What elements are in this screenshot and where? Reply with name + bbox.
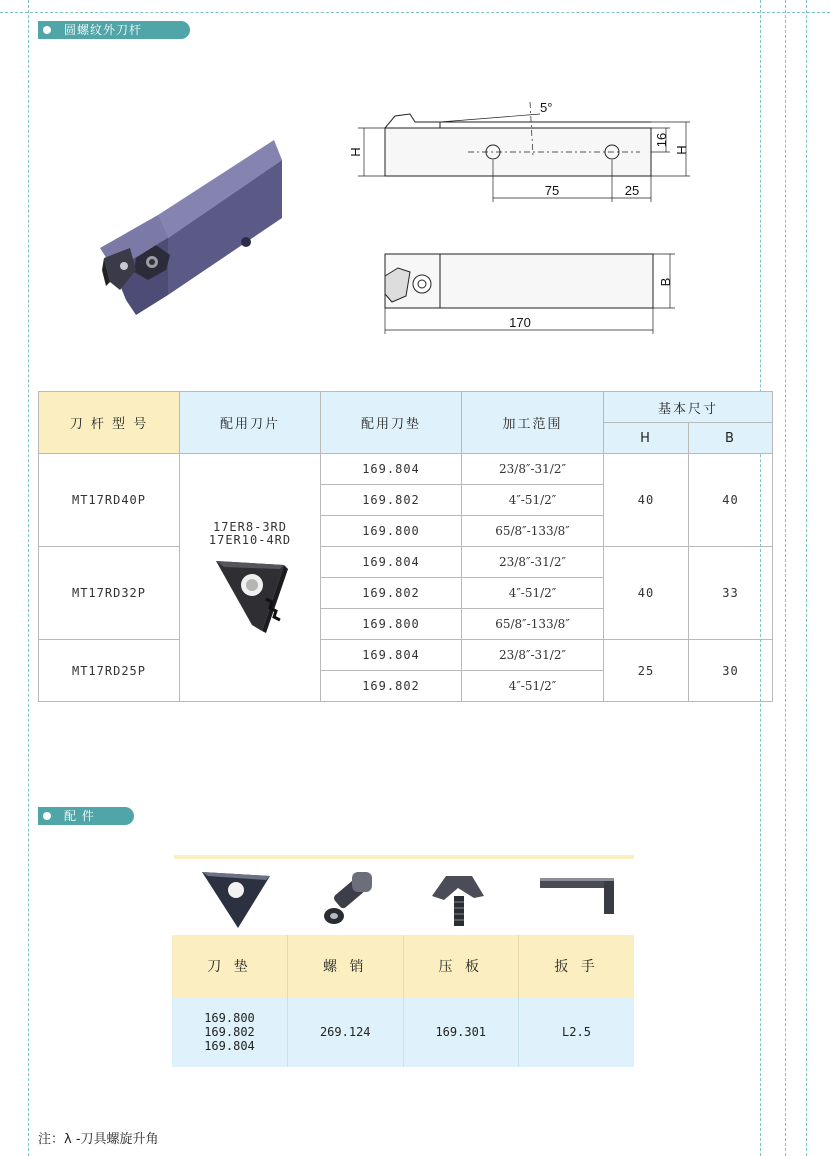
shim-cell: 169.802	[321, 485, 462, 516]
insert-names	[180, 521, 320, 547]
pin-screw-icon	[324, 872, 372, 924]
acc-shim-value: 169.800	[204, 1011, 255, 1025]
top-view-drawing	[370, 246, 690, 338]
table-row	[39, 454, 773, 485]
insert-name: 17ER8-3RD	[212, 520, 288, 534]
acc-header-key: 扳 手	[519, 935, 635, 997]
dim-170-label: 170	[509, 315, 531, 330]
dim-h-right-label: H	[674, 145, 689, 155]
acc-key-value: L2.5	[519, 997, 635, 1067]
acc-header-clamp: 压 板	[403, 935, 519, 997]
range-cell: 23/8″-31/2″	[462, 640, 604, 671]
header-insert: 配用刀片	[180, 392, 321, 454]
footnote: 注：λ -刀具螺旋升角	[38, 1132, 159, 1147]
acc-clamp-value: 169.301	[403, 997, 519, 1067]
shim-icon	[202, 872, 270, 928]
spec-table	[38, 391, 773, 702]
shim-cell: 169.804	[321, 640, 462, 671]
guide-line-right-3	[806, 0, 807, 1156]
insert-cell	[180, 454, 321, 702]
range-cell: 4″-51/2″	[462, 671, 604, 702]
section-title: 圆螺纹外刀杆	[64, 23, 143, 37]
angle-label: 5°	[540, 100, 553, 115]
dim-16-label: 16	[654, 132, 669, 148]
insert-name: 17ER10-4RD	[208, 533, 292, 547]
accessories-title: 配 件	[64, 809, 95, 823]
acc-shim-values	[172, 997, 288, 1067]
shim-cell: 169.800	[321, 516, 462, 547]
range-cell: 23/8″-31/2″	[462, 547, 604, 578]
header-model: 刀 杆 型 号	[39, 392, 180, 454]
header-shim: 配用刀垫	[321, 392, 462, 454]
table-row	[39, 547, 773, 578]
shim-cell: 169.804	[321, 454, 462, 485]
clamp-icon	[432, 876, 484, 926]
dim-25-label: 25	[624, 183, 640, 198]
acc-header-shim: 刀 垫	[172, 935, 288, 997]
b-cell: 33	[689, 547, 773, 640]
accessories-title-tag	[38, 807, 134, 825]
model-cell: MT17RD25P	[39, 640, 180, 702]
section-title-tag	[38, 21, 190, 39]
guide-line-left	[28, 0, 29, 1156]
table-row	[39, 640, 773, 671]
model-cell: MT17RD32P	[39, 547, 180, 640]
accessories-top-rule	[174, 855, 634, 859]
range-cell: 65/8″-133/8″	[462, 609, 604, 640]
accessories-images	[174, 862, 634, 934]
guide-line-right-2	[785, 0, 786, 1156]
guide-line-top	[0, 12, 830, 13]
shim-cell: 169.800	[321, 609, 462, 640]
acc-pin-value: 269.124	[288, 997, 404, 1067]
b-cell: 30	[689, 640, 773, 702]
hex-key-icon	[540, 878, 614, 914]
h-cell: 25	[604, 640, 689, 702]
acc-shim-value: 169.804	[204, 1039, 255, 1053]
tool-holder-3d-image	[96, 130, 286, 330]
range-cell: 65/8″-133/8″	[462, 516, 604, 547]
threading-insert-icon	[210, 555, 290, 635]
accessories-table	[172, 935, 634, 1067]
dim-h-left-label: H	[348, 147, 363, 157]
dim-75-label: 75	[544, 183, 560, 198]
header-b: B	[689, 423, 773, 454]
range-cell: 4″-51/2″	[462, 578, 604, 609]
header-dims: 基本尺寸	[604, 392, 773, 423]
shim-cell: 169.802	[321, 578, 462, 609]
b-cell: 40	[689, 454, 773, 547]
acc-shim-value: 169.802	[204, 1025, 255, 1039]
model-cell: MT17RD40P	[39, 454, 180, 547]
h-cell: 40	[604, 454, 689, 547]
header-range: 加工范围	[462, 392, 604, 454]
range-cell: 4″-51/2″	[462, 485, 604, 516]
shim-cell: 169.802	[321, 671, 462, 702]
dim-b-label: B	[658, 277, 673, 287]
h-cell: 40	[604, 547, 689, 640]
header-h: H	[604, 423, 689, 454]
range-cell: 23/8″-31/2″	[462, 454, 604, 485]
side-view-drawing	[340, 94, 700, 214]
shim-cell: 169.804	[321, 547, 462, 578]
acc-header-pin: 螺 销	[288, 935, 404, 997]
